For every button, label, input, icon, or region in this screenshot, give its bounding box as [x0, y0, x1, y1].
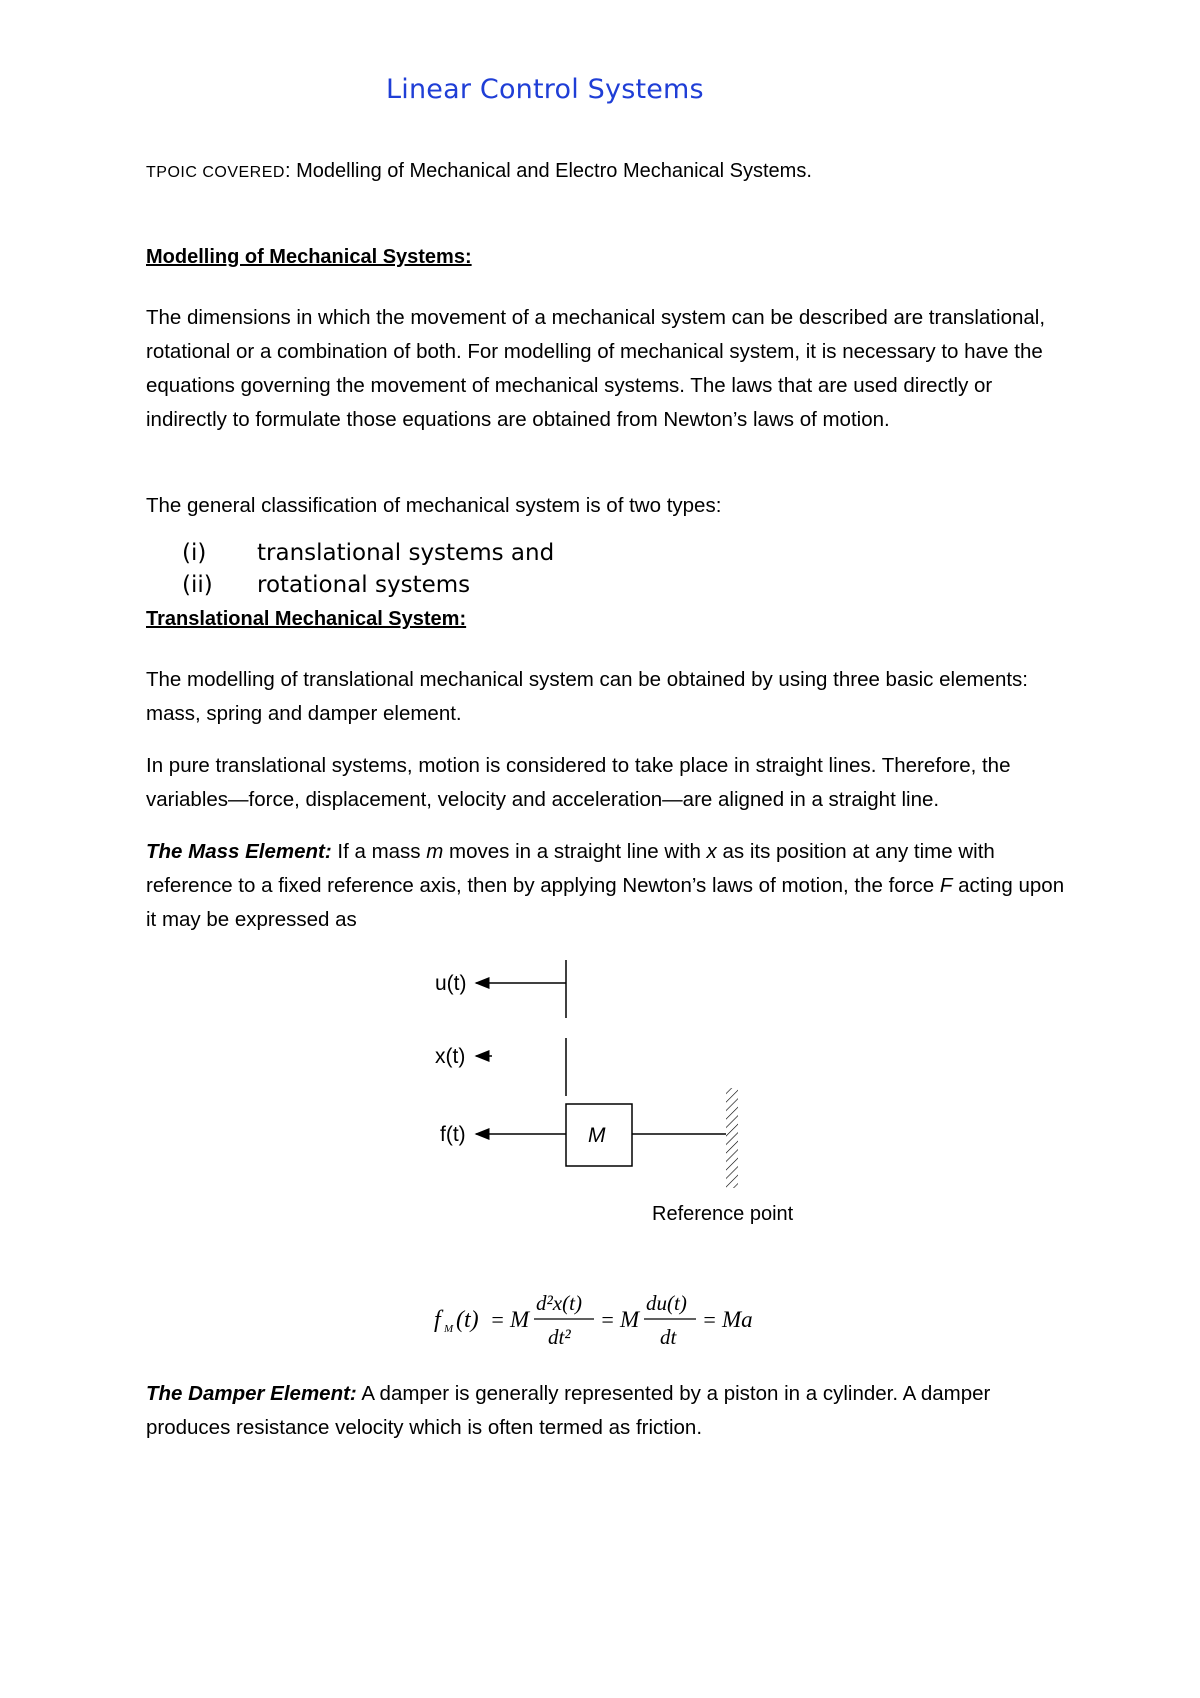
damper-text: A damper is generally represented by a piston in a cylinder. A damper produces resistance velocity which is often termed as friction.	[146, 1382, 991, 1439]
mass-var-m: m	[426, 840, 444, 863]
eq-equals-3: =	[702, 1307, 717, 1332]
eq-lhs-arg: (t)	[456, 1307, 479, 1333]
reference-wall	[726, 1088, 738, 1188]
eq-num-1: d²x(t)	[536, 1291, 582, 1315]
eq-rhs: Ma	[722, 1307, 753, 1332]
eq-den-2: dt	[660, 1325, 677, 1349]
damper-element-label: The Damper Element:	[146, 1382, 357, 1405]
eq-m-2: M	[620, 1307, 640, 1332]
section-heading-mechanical: Modelling of Mechanical Systems:	[146, 246, 472, 268]
mass-var-x: x	[706, 840, 717, 863]
eq-equals-2: =	[600, 1307, 615, 1332]
paragraph-dimensions: The dimensions in which the movement of a mechanical system can be described are translational, rotational or a combination of both. For modelling of mechanical system, it is necessary to have the equations governing the movement of mechanical systems. The laws that are used directly or indirectly to formulate those equations are obtained from Newton’s laws of motion.	[146, 306, 1046, 431]
section-heading-translational: Translational Mechanical System:	[146, 608, 467, 630]
mass-element-label: The Mass Element:	[146, 840, 332, 863]
f-label: f(t)	[440, 1123, 466, 1146]
list-number: (i)	[182, 540, 207, 566]
mass-text-3: as its position at any time with reference to a fixed reference axis, then by applying Newton’s laws of motion, the force	[146, 840, 995, 897]
mass-equation	[430, 1282, 770, 1362]
u-label: u(t)	[435, 972, 467, 995]
reference-label: Reference point	[652, 1203, 794, 1225]
mass-diagram	[420, 958, 840, 1238]
eq-num-2: du(t)	[646, 1291, 687, 1315]
paragraph-damper-element	[146, 1377, 1076, 1445]
list-text: rotational systems	[257, 572, 471, 598]
paragraph-mass-element	[146, 835, 1076, 937]
topic-separator: :	[284, 160, 297, 182]
mass-text-2: moves in a straight line with	[443, 840, 707, 863]
mass-label: M	[588, 1124, 606, 1147]
list-text: translational systems and	[257, 540, 555, 566]
x-label: x(t)	[435, 1045, 466, 1068]
document-title: Linear Control Systems	[386, 74, 704, 105]
paragraph-classification: The general classification of mechanical system is of two types:	[146, 494, 722, 517]
topic-text: Modelling of Mechanical and Electro Mechanical Systems.	[296, 160, 812, 182]
eq-lhs-f: f	[434, 1307, 441, 1333]
eq-den-1: dt²	[548, 1325, 571, 1349]
mass-var-f: F	[939, 874, 953, 897]
topic-line	[146, 160, 812, 183]
eq-m-1: M	[510, 1307, 530, 1332]
paragraph-basic-elements: The modelling of translational mechanical system can be obtained by using three basic elements: mass, spring and damper element.	[146, 668, 1028, 725]
mass-text-4: acting upon it may be expressed as	[146, 874, 1065, 931]
mass-text-1: If a mass	[331, 840, 427, 863]
list-number: (ii)	[182, 572, 213, 598]
topic-label: TPOIC COVERED	[146, 164, 285, 181]
eq-equals-1: =	[490, 1307, 505, 1332]
paragraph-straight-lines: In pure translational systems, motion is considered to take place in straight lines. Therefore, the variables—force, displacement, velocity and acceleration—are aligned in a straight line.	[146, 754, 1011, 811]
eq-lhs-sub: M	[444, 1323, 454, 1335]
